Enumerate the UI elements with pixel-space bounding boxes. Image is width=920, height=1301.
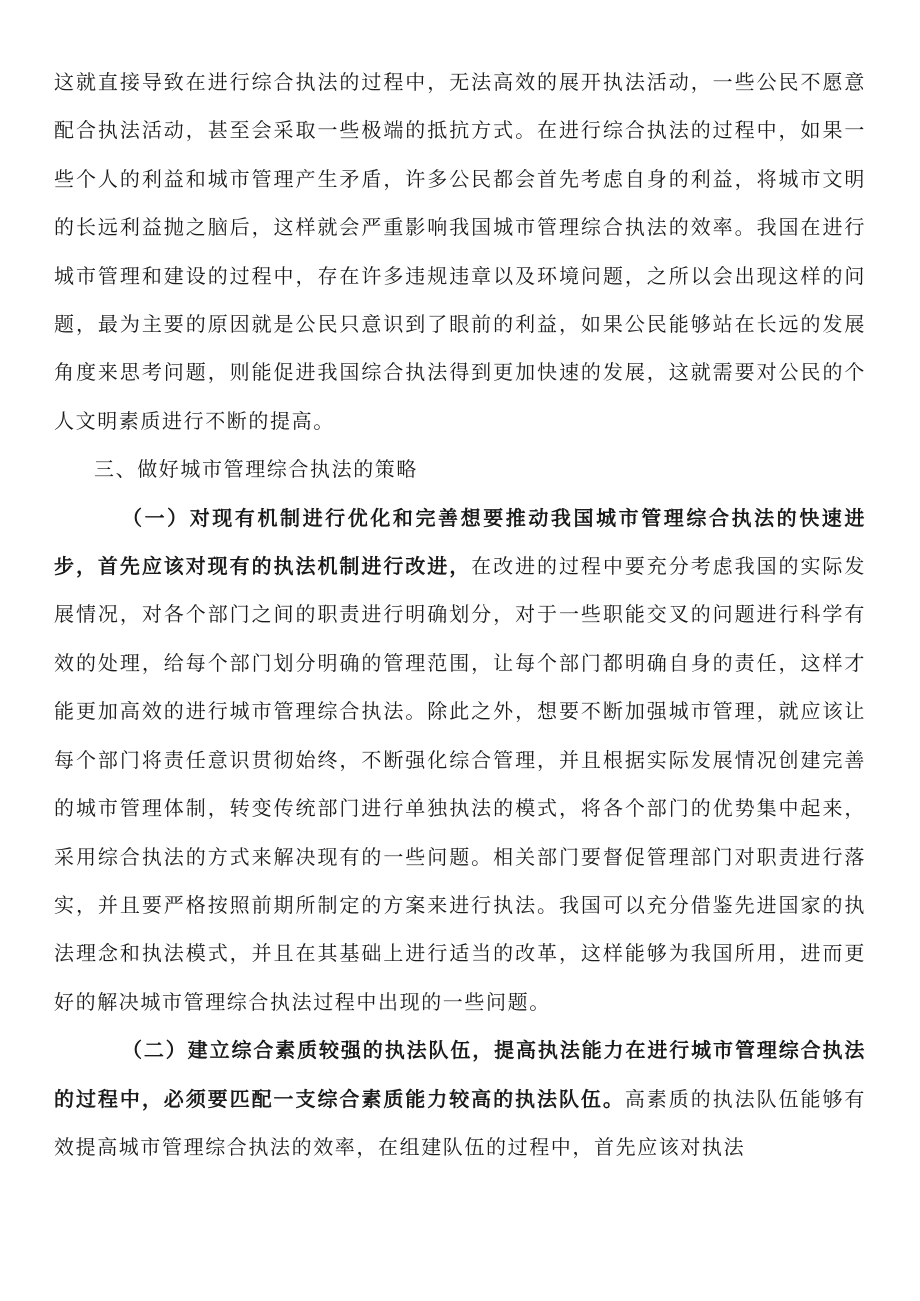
subsection-1-title: （一）对现有机制进行优化和完善想要推动我国城市管理综合执法的快速进步，首先应该对现有的执法机制进行改进， <box>54 505 866 579</box>
document-page <box>54 58 866 1171</box>
section-heading-3: 三、做好城市管理综合执法的策略 <box>94 457 418 482</box>
subsection-2-paragraph <box>54 1026 866 1171</box>
subsection-2-body: 高素质的执法队伍能够有效提高城市管理综合执法的效率，在组建队伍的过程中，首先应该对执法 <box>54 1086 866 1159</box>
subsection-1-body: 在改进的过程中要充分考虑我国的实际发展情况，对各个部门之间的职责进行明确划分，对于一些职能交叉的问题进行科学有效的处理，给每个部门划分明确的管理范围，让每个部门都明确自身的责任，这样才能更加高效的进行城市管理综合执法。除此之外，想要不断加强城市管理，就应该让每个部门将责任意识贯彻始终，不断强化综合管理，并且根据实际发展情况创建完善的城市管理体制，转变传统部门进行单独执法的模式，将各个部门的优势集中起来，采用综合执法的方式来解决现有的一些问题。相关部门要督促管理部门对职责进行落实，并且要严格按照前期所制定的方案来进行执法。我国可以充分借鉴先进国家的执法理念和执法模式，并且在其基础上进行适当的改革，这样能够为我国所用，进而更好的解决城市管理综合执法过程中出现的一些问题。 <box>54 554 866 1014</box>
subsection-2-title: （二）建立综合素质较强的执法队伍，提高执法能力在进行城市管理综合执法的过程中，必须要匹配一支综合素质能力较高的执法队伍。 <box>54 1038 866 1111</box>
subsection-1-paragraph <box>54 494 866 1026</box>
body-paragraph-1: 这就直接导致在进行综合执法的过程中，无法高效的展开执法活动，一些公民不愿意配合执法活动，甚至会采取一些极端的抵抗方式。在进行综合执法的过程中，如果一些个人的利益和城市管理产生矛盾，许多公民都会首先考虑自身的利益，将城市文明的长远利益抛之脑后，这样就会严重影响我国城市管理综合执法的效率。我国在进行城市管理和建设的过程中，存在许多违规违章以及环境问题，之所以会出现这样的问题，最为主要的原因就是公民只意识到了眼前的利益，如果公民能够站在长远的发展角度来思考问题，则能促进我国综合执法得到更加快速的发展，这就需要对公民的个人文明素质进行不断的提高。 <box>54 70 866 433</box>
